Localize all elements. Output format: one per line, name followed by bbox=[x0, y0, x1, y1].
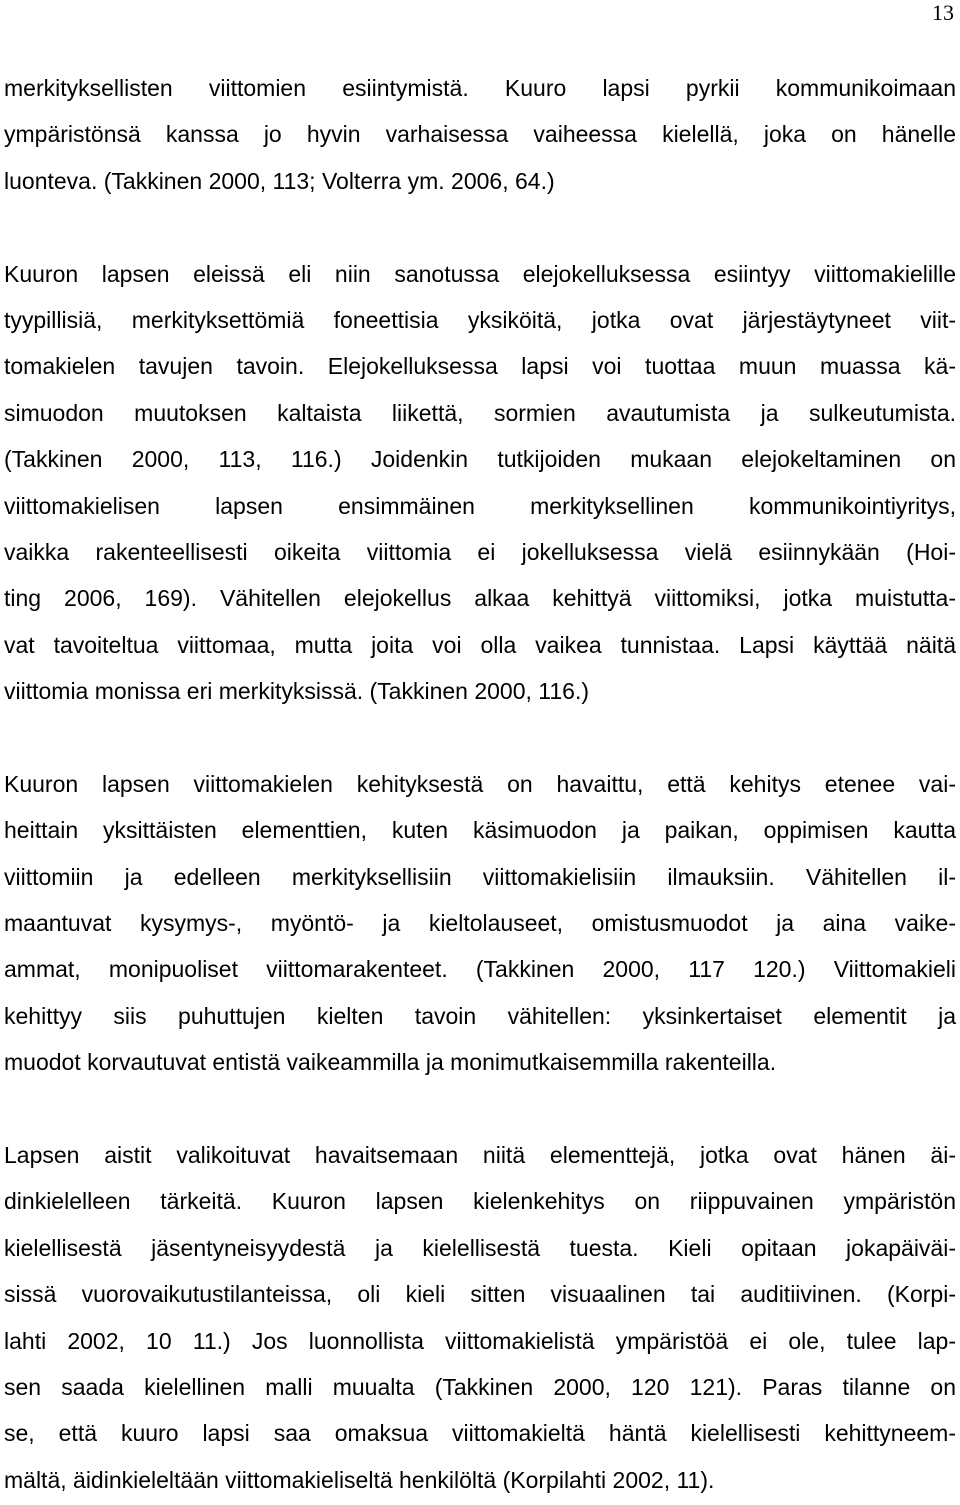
text-line: simuodon muutoksen kaltaista liikettä, sormien avautumista ja sulkeutumista. bbox=[4, 399, 956, 426]
text-line: sissä vuorovaikutustilanteissa, oli kieli sitten visuaalinen tai auditiivinen. (Korpi- bbox=[4, 1281, 956, 1308]
text-line: lahti 2002, 10 11.) Jos luonnollista viittomakielistä ympäristöä ei ole, tulee lap- bbox=[4, 1327, 956, 1354]
paragraph-1 bbox=[4, 65, 956, 204]
text-line: dinkielelleen tärkeitä. Kuuron lapsen kielenkehitys on riippuvainen ympäristön bbox=[4, 1188, 956, 1215]
paragraph-3 bbox=[4, 761, 956, 1086]
text-line: kehittyy siis puhuttujen kielten tavoin vähitellen: yksinkertaiset elementit ja bbox=[4, 1002, 956, 1029]
page-number: 13 bbox=[932, 0, 954, 25]
text-line: sen saada kielellinen malli muualta (Takkinen 2000, 120 121). Paras tilanne on bbox=[4, 1373, 956, 1400]
text-line: luonteva. (Takkinen 2000, 113; Volterra ym. 2006, 64.) bbox=[4, 167, 555, 194]
text-line: Kuuron lapsen viittomakielen kehityksestä on havaittu, että kehitys etenee vai- bbox=[4, 770, 956, 797]
text-line: ammat, monipuoliset viittomarakenteet. (Takkinen 2000, 117 120.) Viittomakieli bbox=[4, 956, 956, 983]
paragraph-gap bbox=[4, 204, 956, 250]
text-line: Lapsen aistit valikoituvat havaitsemaan niitä elementtejä, jotka ovat hänen äi- bbox=[4, 1141, 956, 1168]
text-line: merkityksellisten viittomien esiintymistä. Kuuro lapsi pyrkii kommunikoimaan bbox=[4, 75, 956, 101]
text-line: ting 2006, 169). Vähitellen elejokellus alkaa kehittyä viittomiksi, jotka muistutta- bbox=[4, 585, 956, 612]
text-line: viittomia monissa eri merkityksissä. (Takkinen 2000, 116.) bbox=[4, 678, 590, 705]
text-line: tomakielen tavujen tavoin. Elejokelluksessa lapsi voi tuottaa muun muassa kä- bbox=[4, 353, 956, 380]
text-line: ympäristönsä kanssa jo hyvin varhaisessa vaiheessa kielellä, joka on hänelle bbox=[4, 121, 956, 148]
text-line: tyypillisiä, merkityksettömiä foneettisia yksiköitä, jotka ovat järjestäytyneet viit- bbox=[4, 306, 956, 333]
text-line: viittomakielisen lapsen ensimmäinen merkityksellinen kommunikointiyritys, bbox=[4, 492, 956, 519]
paragraph-gap bbox=[4, 714, 956, 760]
text-line: muodot korvautuvat entistä vaikeammilla ja monimutkaisemmilla rakenteilla. bbox=[4, 1049, 777, 1076]
paragraph-2 bbox=[4, 251, 956, 715]
body-text bbox=[4, 65, 956, 1503]
text-line: mältä, äidinkieleltään viittomakieliseltä henkilöltä (Korpilahti 2002, 11). bbox=[4, 1466, 715, 1493]
text-line: vat tavoiteltua viittomaa, mutta joita voi olla vaikea tunnistaa. Lapsi käyttää näitä bbox=[4, 631, 956, 658]
text-line: viittomiin ja edelleen merkityksellisiin viittomakielisiin ilmauksiin. Vähitellen il- bbox=[4, 863, 956, 890]
text-line: kielellisestä jäsentyneisyydestä ja kielellisestä tuesta. Kieli opitaan jokapäiväi- bbox=[4, 1234, 956, 1261]
text-line: heittain yksittäisten elementtien, kuten käsimuodon ja paikan, oppimisen kautta bbox=[4, 817, 956, 844]
text-line: Kuuron lapsen eleissä eli niin sanotussa elejokelluksessa esiintyy viittomakielille bbox=[4, 260, 956, 287]
text-line: maantuvat kysymys-, myöntö- ja kieltolauseet, omistusmuodot ja aina vaike- bbox=[4, 910, 956, 937]
paragraph-4 bbox=[4, 1132, 956, 1503]
text-line: (Takkinen 2000, 113, 116.) Joidenkin tutkijoiden mukaan elejokeltaminen on bbox=[4, 446, 956, 473]
text-line: vaikka rakenteellisesti oikeita viittomia ei jokelluksessa vielä esiinnykään (Hoi- bbox=[4, 538, 956, 565]
paragraph-gap bbox=[4, 1086, 956, 1132]
text-line: se, että kuuro lapsi saa omaksua viittomakieltä häntä kielellisesti kehittyneem- bbox=[4, 1420, 956, 1447]
